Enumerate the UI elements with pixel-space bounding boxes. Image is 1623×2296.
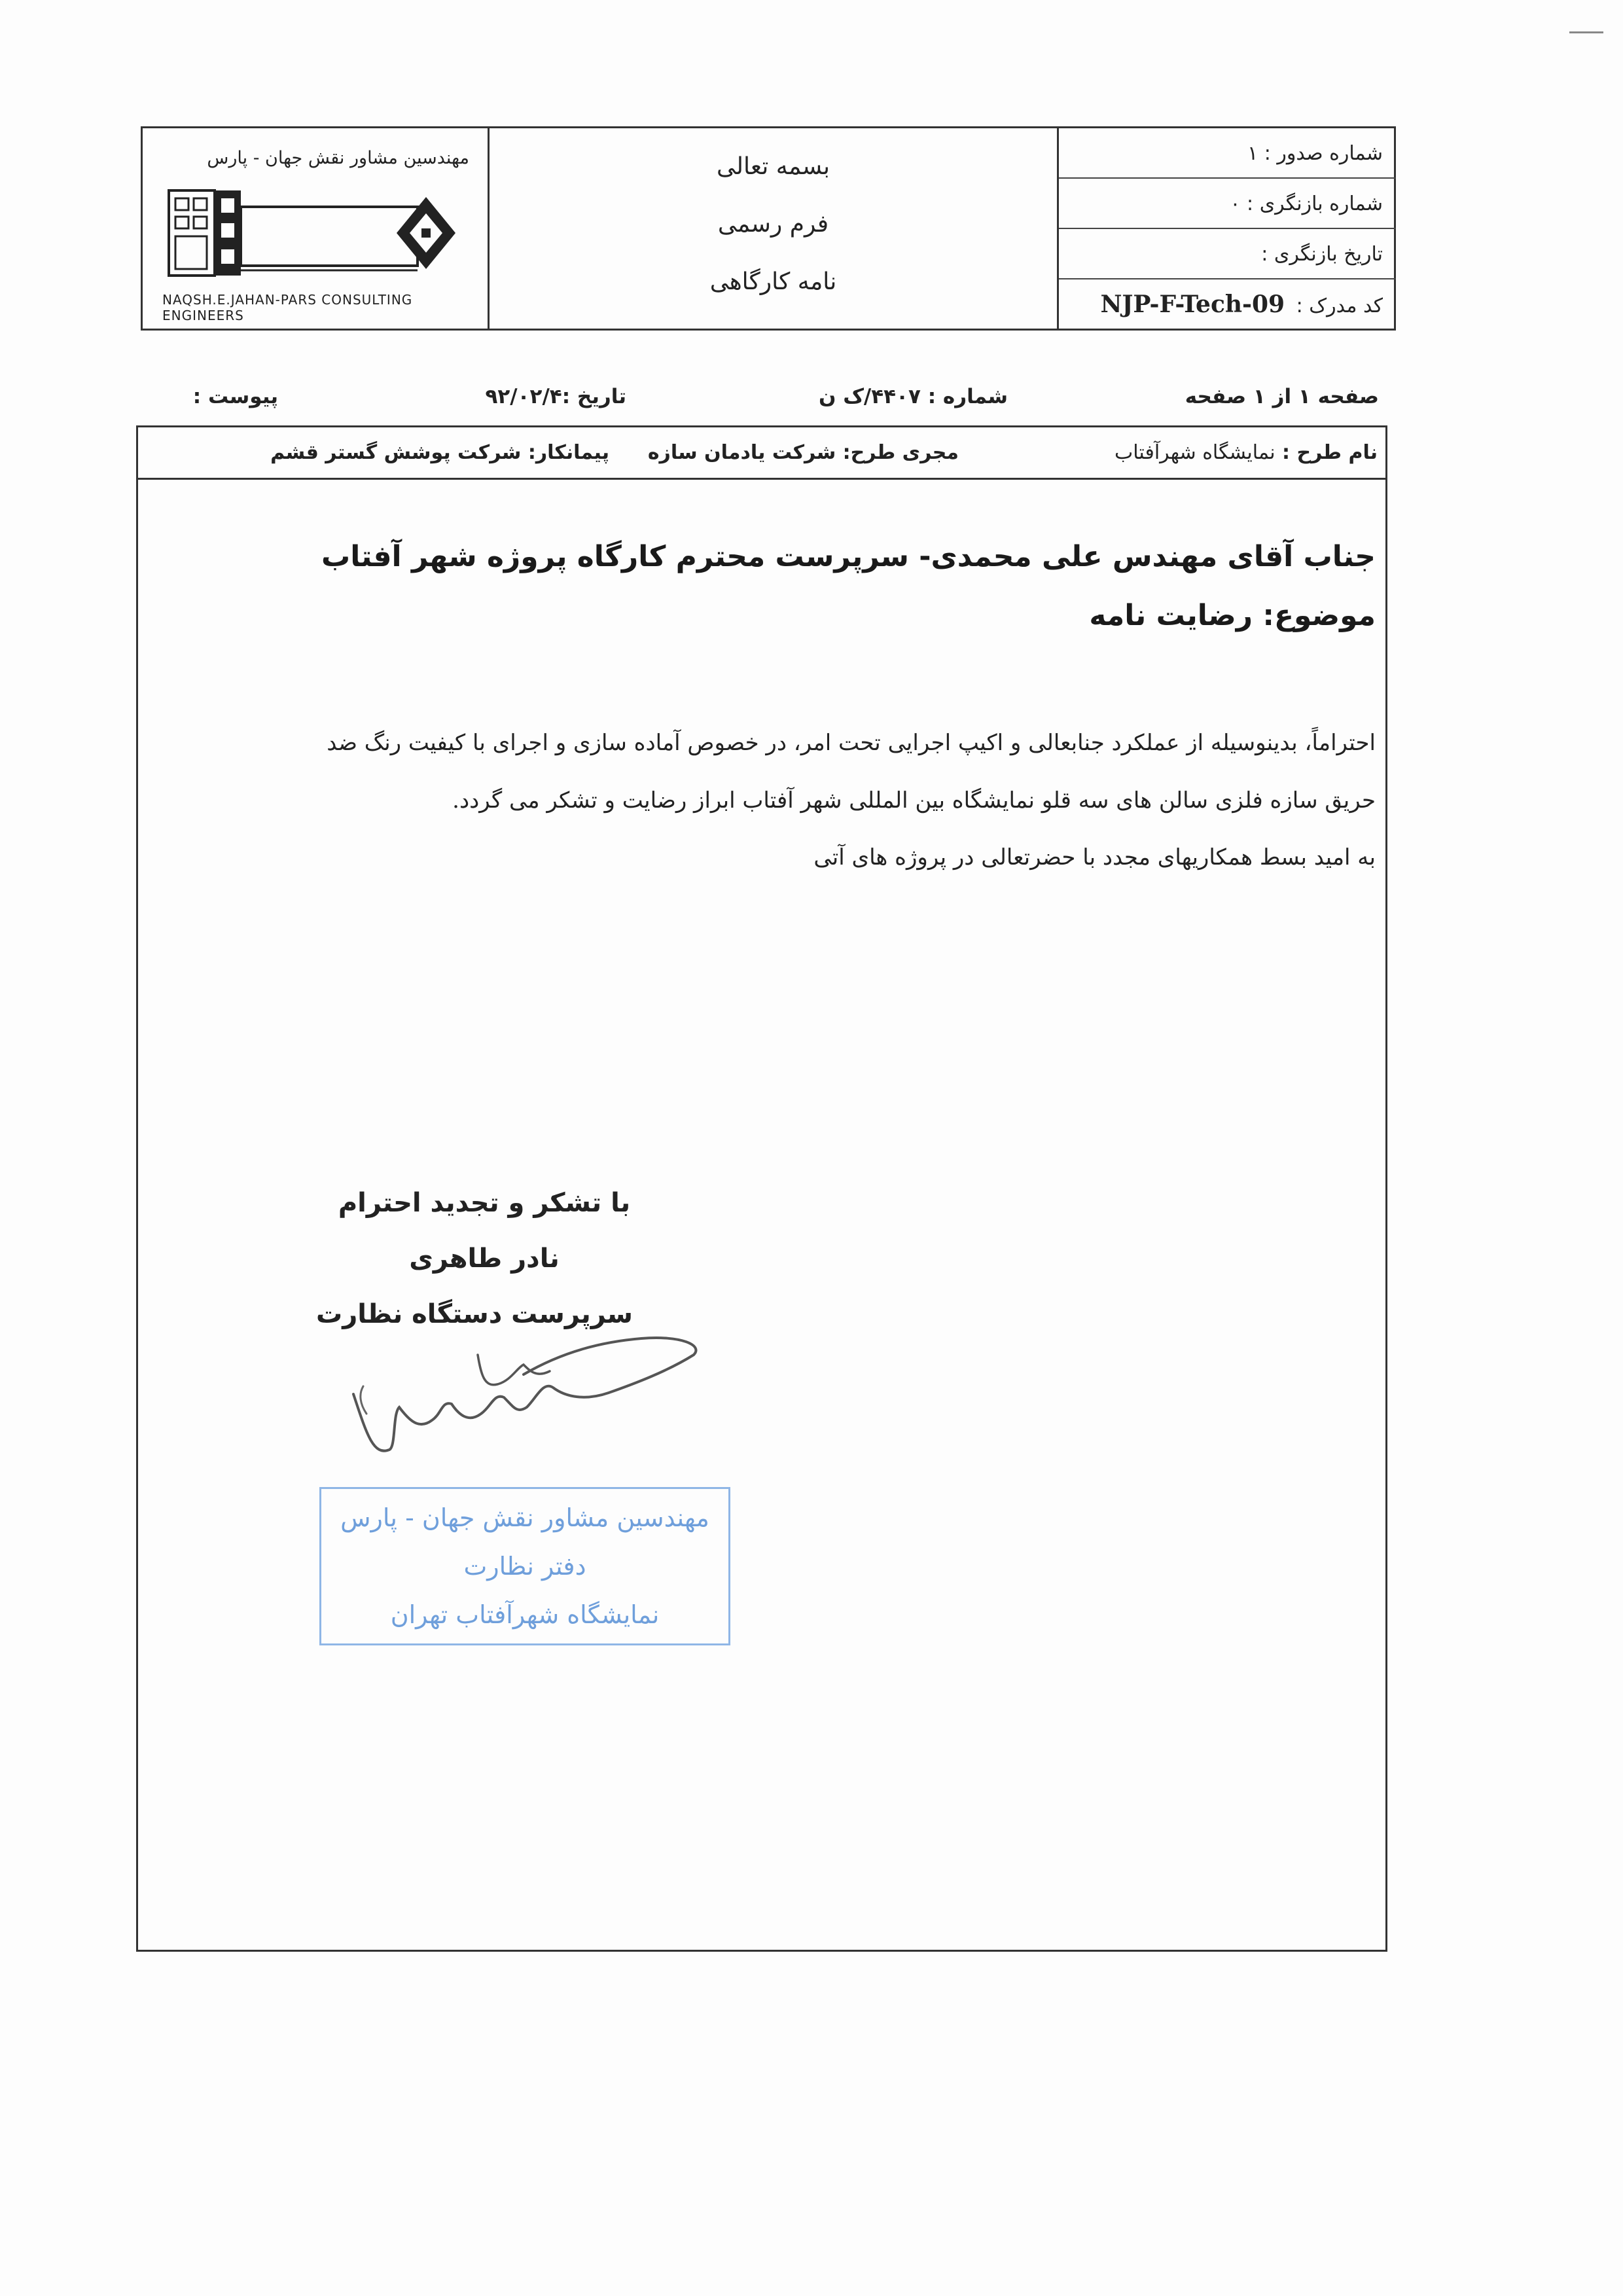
revision-date: تاریخ بازنگری :	[1059, 229, 1396, 279]
project-contractor: پیمانکار: شرکت پوشش گستر قشم	[270, 441, 609, 464]
bismillah: بسمه تعالی	[716, 153, 830, 180]
stamp-office: دفتر نظارت	[463, 1552, 586, 1581]
body-line-3: به امید بسط همکاریهای مجدد با حضرتعالی در پروژه های آتی	[813, 844, 1376, 870]
stamp-company: مهندسین مشاور نقش جهان - پارس	[340, 1503, 709, 1532]
letter-date: تاریخ :۹۲/۰۲/۴	[485, 385, 626, 408]
project-executor: مجری طرح: شرکت یادمان سازه	[647, 441, 959, 464]
body-line-2: حریق سازه فلزی سالن های سه قلو نمایشگاه بین المللی شهر آفتاب ابراز رضایت و تشکر می گردد.	[452, 787, 1376, 814]
subject-line: موضوع: رضایت نامه	[1089, 599, 1376, 632]
signatory-name: نادر طاهری	[409, 1244, 560, 1274]
company-name-fa: مهندسین مشاور نقش جهان - پارس	[207, 148, 469, 168]
project-name	[1115, 427, 1378, 478]
letterhead-table	[141, 126, 1396, 331]
letter-number: شماره : ۴۴۰۷/ک ن	[818, 385, 1008, 408]
body-line-1: احتراماً، بدینوسیله از عملکرد جنابعالی و اکیپ اجرایی تحت امر، در خصوص آماده سازی و اجرای با کیفیت رنگ ضد	[327, 730, 1376, 756]
scan-corner-mark	[1569, 31, 1603, 33]
salutation: جناب آقای مهندس علی محمدی- سرپرست محترم کارگاه پروژه شهر آفتاب	[321, 540, 1376, 573]
document-info-cell	[1059, 128, 1396, 329]
revision-number: شماره بازنگری : ۰	[1059, 179, 1396, 229]
closing-greeting: با تشکر و تجدید احترام	[338, 1188, 631, 1218]
company-logo-icon	[168, 184, 462, 282]
project-name-value: نمایشگاه شهرآفتاب	[1115, 441, 1275, 464]
page-count: صفحه ۱ از ۱ صفحه	[1185, 385, 1379, 408]
project-name-label: نام طرح :	[1282, 441, 1378, 464]
document-code-value: NJP-F-Tech-09	[1100, 291, 1285, 318]
form-type: فرم رسمی	[717, 211, 829, 238]
attachment-label: پیوست :	[192, 385, 278, 408]
title-cell	[490, 128, 1059, 329]
project-info-row	[138, 427, 1385, 480]
issue-number: شماره صدور : ۱	[1059, 128, 1396, 179]
stamp-location: نمایشگاه شهرآفتاب تهران	[390, 1600, 660, 1629]
document-code	[1059, 279, 1396, 330]
document-code-label: کد مدرک :	[1296, 295, 1383, 317]
official-stamp	[319, 1487, 730, 1645]
signatory-title: سرپرست دستگاه نظارت	[316, 1299, 633, 1329]
letter-type: نامه کارگاهی	[709, 268, 837, 295]
signature-icon	[327, 1316, 720, 1466]
company-name-en: NAQSH.E.JAHAN-PARS CONSULTING ENGINEERS	[162, 292, 413, 323]
company-logo-cell	[143, 128, 490, 329]
